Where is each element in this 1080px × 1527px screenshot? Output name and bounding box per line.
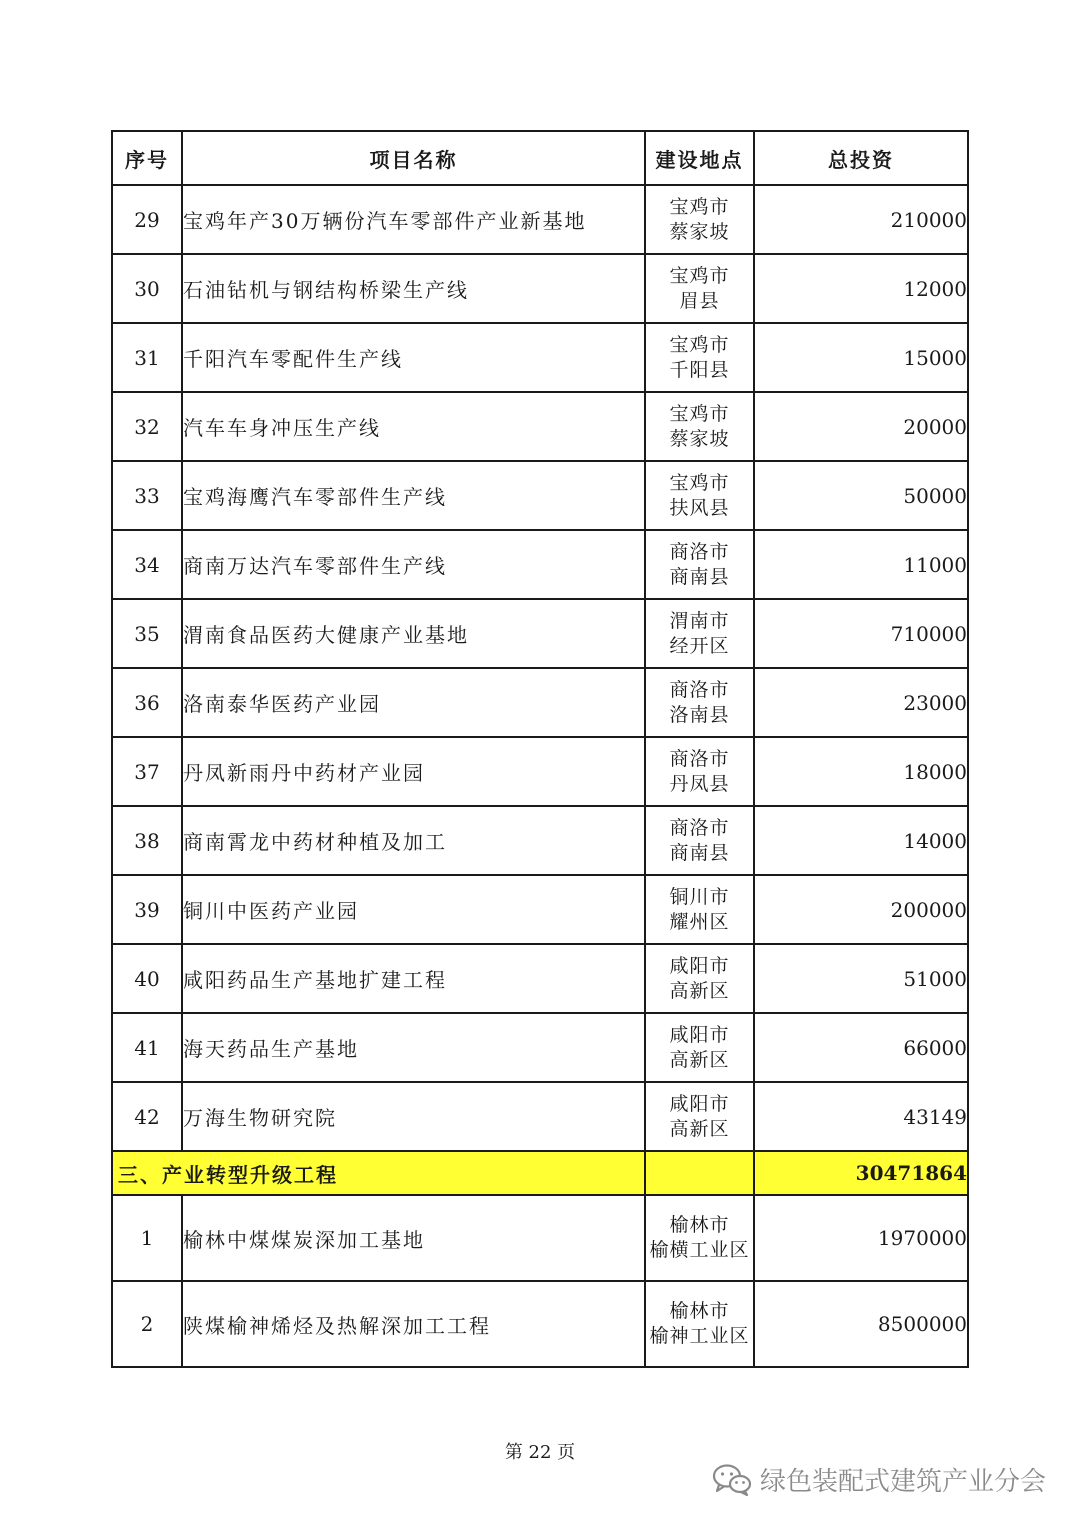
row-seq: 37 <box>112 737 182 806</box>
location-district: 洛南县 <box>669 703 730 726</box>
table-row <box>112 461 968 530</box>
location-city: 榆林市 <box>669 1214 730 1236</box>
location-city: 榆林市 <box>669 1300 730 1322</box>
header-investment: 总投资 <box>754 131 968 185</box>
location-district: 经开区 <box>669 634 730 657</box>
location-district: 千阳县 <box>669 358 730 381</box>
location-district: 高新区 <box>669 979 730 1002</box>
row-seq: 32 <box>112 392 182 461</box>
row-location <box>645 461 754 530</box>
row-location <box>645 944 754 1013</box>
row-project-name: 汽车车身冲压生产线 <box>182 392 645 461</box>
row-project-name: 榆林中煤煤炭深加工基地 <box>182 1195 645 1281</box>
section-total-investment: 30471864 <box>754 1151 968 1195</box>
table-row <box>112 806 968 875</box>
row-project-name: 洛南泰华医药产业园 <box>182 668 645 737</box>
header-name: 项目名称 <box>182 131 645 185</box>
row-project-name: 渭南食品医药大健康产业基地 <box>182 599 645 668</box>
row-location <box>645 668 754 737</box>
row-location <box>645 530 754 599</box>
row-location <box>645 254 754 323</box>
row-investment: 14000 <box>754 806 968 875</box>
table-row <box>112 599 968 668</box>
location-city: 宝鸡市 <box>669 264 730 287</box>
row-investment: 18000 <box>754 737 968 806</box>
row-project-name: 千阳汽车零配件生产线 <box>182 323 645 392</box>
page-number: 第 22 页 <box>504 1442 576 1463</box>
row-seq: 33 <box>112 461 182 530</box>
table-row <box>112 1195 968 1281</box>
location-district: 耀州区 <box>669 910 730 933</box>
row-seq: 40 <box>112 944 182 1013</box>
table-row <box>112 1082 968 1151</box>
table-row <box>112 668 968 737</box>
section-location-empty <box>645 1151 754 1195</box>
location-district: 蔡家坡 <box>669 220 730 243</box>
investment-table <box>111 130 969 1368</box>
row-investment: 1970000 <box>754 1195 968 1281</box>
row-project-name: 商南霄龙中药材种植及加工 <box>182 806 645 875</box>
wechat-icon <box>712 1463 752 1497</box>
watermark-text: 绿色装配式建筑产业分会 <box>759 1467 1046 1497</box>
row-investment: 23000 <box>754 668 968 737</box>
row-investment: 20000 <box>754 392 968 461</box>
row-investment: 50000 <box>754 461 968 530</box>
row-investment: 8500000 <box>754 1281 968 1367</box>
location-city: 咸阳市 <box>669 954 730 977</box>
row-location <box>645 737 754 806</box>
location-city: 铜川市 <box>669 885 730 908</box>
table-row <box>112 1281 968 1367</box>
row-project-name: 万海生物研究院 <box>182 1082 645 1151</box>
section-title: 三、产业转型升级工程 <box>112 1151 645 1195</box>
row-investment: 11000 <box>754 530 968 599</box>
row-seq: 41 <box>112 1013 182 1082</box>
row-seq: 38 <box>112 806 182 875</box>
table-header-row <box>112 131 968 185</box>
row-investment: 710000 <box>754 599 968 668</box>
row-investment: 51000 <box>754 944 968 1013</box>
row-investment: 66000 <box>754 1013 968 1082</box>
location-city: 咸阳市 <box>669 1023 730 1046</box>
row-project-name: 宝鸡年产30万辆份汽车零部件产业新基地 <box>182 185 645 254</box>
location-district: 商南县 <box>669 565 730 588</box>
location-district: 榆神工业区 <box>649 1325 750 1347</box>
row-project-name: 咸阳药品生产基地扩建工程 <box>182 944 645 1013</box>
location-district: 榆横工业区 <box>649 1239 750 1261</box>
table-row <box>112 323 968 392</box>
table-row <box>112 1013 968 1082</box>
row-location <box>645 1281 754 1367</box>
row-seq: 36 <box>112 668 182 737</box>
row-location <box>645 875 754 944</box>
row-location <box>645 392 754 461</box>
location-city: 宝鸡市 <box>669 333 730 356</box>
location-city: 咸阳市 <box>669 1092 730 1115</box>
row-seq: 42 <box>112 1082 182 1151</box>
row-project-name: 铜川中医药产业园 <box>182 875 645 944</box>
location-city: 商洛市 <box>669 678 730 701</box>
table-row <box>112 737 968 806</box>
table-row <box>112 875 968 944</box>
row-project-name: 石油钻机与钢结构桥梁生产线 <box>182 254 645 323</box>
row-seq: 30 <box>112 254 182 323</box>
row-seq: 29 <box>112 185 182 254</box>
location-city: 宝鸡市 <box>669 195 730 218</box>
row-seq: 31 <box>112 323 182 392</box>
location-district: 蔡家坡 <box>669 427 730 450</box>
row-location <box>645 599 754 668</box>
row-location <box>645 806 754 875</box>
row-project-name: 宝鸡海鹰汽车零部件生产线 <box>182 461 645 530</box>
row-location <box>645 1195 754 1281</box>
table-row <box>112 185 968 254</box>
location-district: 高新区 <box>669 1048 730 1071</box>
header-seq: 序号 <box>112 131 182 185</box>
row-seq: 34 <box>112 530 182 599</box>
table-row <box>112 392 968 461</box>
location-district: 高新区 <box>669 1117 730 1140</box>
location-district: 眉县 <box>679 289 720 312</box>
watermark <box>712 1461 1046 1498</box>
row-investment: 43149 <box>754 1082 968 1151</box>
row-seq: 39 <box>112 875 182 944</box>
location-city: 宝鸡市 <box>669 471 730 494</box>
location-city: 商洛市 <box>669 540 730 563</box>
location-city: 商洛市 <box>669 747 730 770</box>
location-city: 商洛市 <box>669 816 730 839</box>
table-row <box>112 944 968 1013</box>
row-project-name: 丹凤新雨丹中药材产业园 <box>182 737 645 806</box>
row-location <box>645 185 754 254</box>
table-row <box>112 530 968 599</box>
row-project-name: 海天药品生产基地 <box>182 1013 645 1082</box>
row-location <box>645 1082 754 1151</box>
location-district: 商南县 <box>669 841 730 864</box>
row-project-name: 商南万达汽车零部件生产线 <box>182 530 645 599</box>
row-investment: 12000 <box>754 254 968 323</box>
row-location <box>645 323 754 392</box>
row-project-name: 陕煤榆神烯烃及热解深加工工程 <box>182 1281 645 1367</box>
location-district: 丹凤县 <box>669 772 730 795</box>
row-location <box>645 1013 754 1082</box>
header-location: 建设地点 <box>645 131 754 185</box>
row-investment: 15000 <box>754 323 968 392</box>
row-investment: 200000 <box>754 875 968 944</box>
row-seq: 2 <box>112 1281 182 1367</box>
location-city: 渭南市 <box>669 609 730 632</box>
row-seq: 1 <box>112 1195 182 1281</box>
table-row <box>112 254 968 323</box>
location-city: 宝鸡市 <box>669 402 730 425</box>
section-row <box>112 1151 968 1195</box>
location-district: 扶风县 <box>669 496 730 519</box>
row-investment: 210000 <box>754 185 968 254</box>
row-seq: 35 <box>112 599 182 668</box>
